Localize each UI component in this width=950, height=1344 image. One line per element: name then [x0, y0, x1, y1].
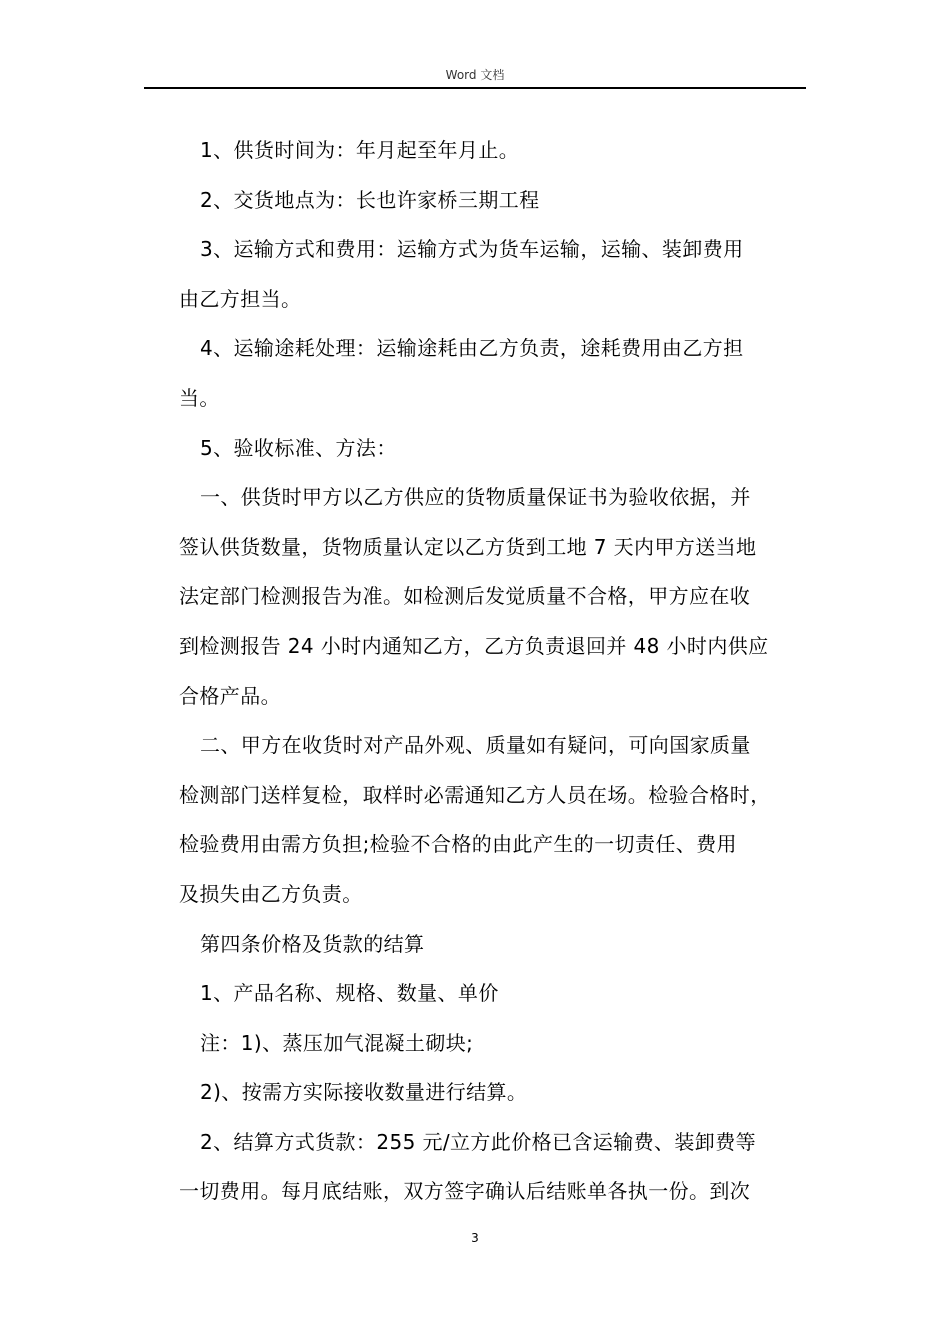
paragraph-line: 1、供货时间为：年月起至年月止。 — [200, 138, 520, 162]
paragraph-line: 2)、按需方实际接收数量进行结算。 — [200, 1080, 528, 1105]
paragraph-line: 4、运输途耗处理：运输途耗由乙方负责，途耗费用由乙方担 — [200, 336, 744, 361]
header-divider — [144, 87, 806, 89]
document-body — [179, 126, 819, 1217]
paragraph-line: 及损失由乙方负责。 — [179, 881, 363, 906]
paragraph-line: 检测部门送样复检，取样时必需通知乙方人员在场。检验合格时， — [179, 782, 771, 807]
page-header: Word 文档 — [445, 68, 505, 82]
paragraph-line: 2、交货地点为：长也许家桥三期工程 — [200, 187, 540, 212]
paragraph-line: 当。 — [179, 385, 220, 410]
paragraph-line: 3、运输方式和费用：运输方式为货车运输，运输、装卸费用 — [200, 237, 744, 262]
paragraph-line: 一、供货时甲方以乙方供应的货物质量保证书为验收依据，并 — [200, 485, 751, 510]
paragraph-line: 检验费用由需方负担;检验不合格的由此产生的一切责任、费用 — [179, 832, 737, 857]
paragraph-line: 5、验收标准、方法： — [200, 435, 397, 460]
section-heading: 第四条价格及货款的结算 — [200, 931, 425, 956]
paragraph-line: 由乙方担当。 — [179, 286, 302, 311]
page-number: 3 — [471, 1231, 479, 1245]
paragraph-line: 法定部门检测报告为准。如检测后发觉质量不合格，甲方应在收 — [179, 584, 751, 609]
paragraph-line: 一切费用。每月底结账，双方签字确认后结账单各执一份。到次 — [179, 1179, 751, 1204]
paragraph-line: 签认供货数量，货物质量认定以乙方货到工地 7 天内甲方送当地 — [179, 534, 757, 559]
paragraph-line: 二、甲方在收货时对产品外观、质量如有疑问，可向国家质量 — [200, 733, 751, 758]
paragraph-line: 1、产品名称、规格、数量、单价 — [200, 981, 499, 1006]
paragraph-line: 注：1)、蒸压加气混凝土砌块; — [200, 1030, 474, 1055]
paragraph-line: 到检测报告 24 小时内通知乙方，乙方负责退回并 48 小时内供应 — [179, 633, 769, 658]
paragraph-line: 2、结算方式货款：255 元/立方此价格已含运输费、装卸费等 — [200, 1129, 756, 1154]
paragraph-line: 合格产品。 — [179, 683, 281, 708]
